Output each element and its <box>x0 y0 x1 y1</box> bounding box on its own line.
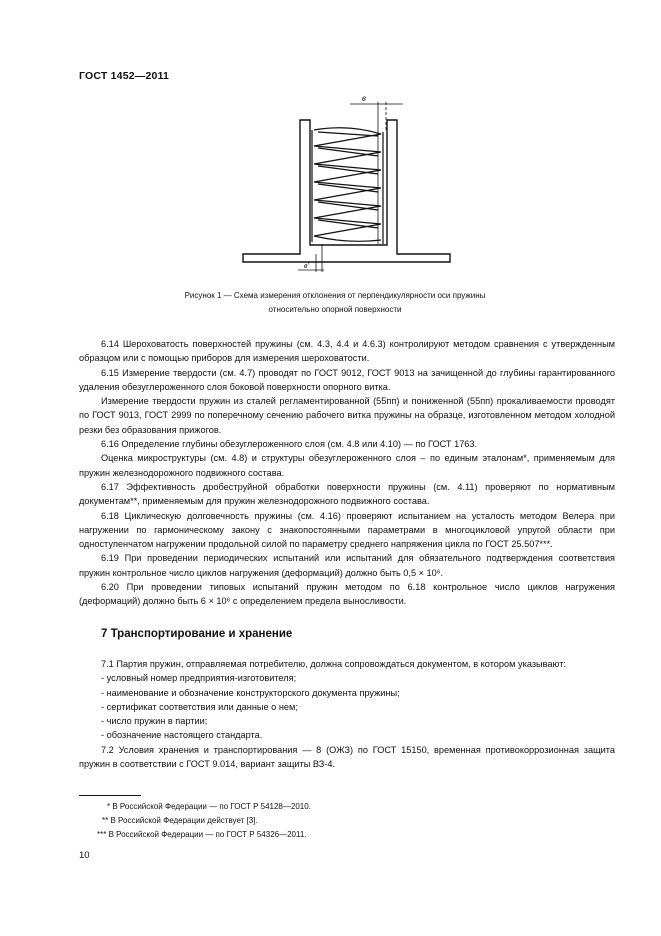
paragraph-7-2: 7.2 Условия хранения и транспортирования — 8 (ОЖЗ) по ГОСТ 15150, временная противокоррозионная защита пружин в соответствии с ГОСТ 9.014, вариант защиты ВЗ-4. <box>79 744 615 770</box>
list-item: - наименование и обозначение конструкторского документа пружины; <box>101 687 400 698</box>
list-item: - условный номер предприятия-изготовителя; <box>101 673 297 684</box>
paragraph-6-17: 6.17 Эффективность дробеструйной обработки поверхности пружины (см. 4.11) проверяют по нормативным документам**, применяемым для пружин железнодорожного подвижного состава. <box>79 481 615 507</box>
spring-coils <box>312 128 383 244</box>
figure-caption-line2: относительно опорной поверхности <box>268 305 402 314</box>
paragraph-7-1: 7.1 Партия пружин, отправляемая потребителю, должна сопровождаться документом, в котором указывают: <box>101 659 566 669</box>
section-7-text <box>79 657 615 771</box>
footnotes <box>79 800 311 842</box>
paragraph-6-18: 6.18 Циклическую долговечность пружины (см. 4.16) проверяют испытанием на усталость методом Велера при нагружении по гармоническому закону с знакопостоянными параметрами в многоцикловой упругой области при одноступенчатом нагружении продольной силой по параметру среднего напряжения цикла по ГОСТ 25.507***. <box>79 510 615 550</box>
dimension-label-bottom: в' <box>304 261 310 270</box>
section-7-title: 7 Транспортирование и хранение <box>101 628 293 640</box>
paragraph-6-20: 6.20 При проведении типовых испытаний пружин методом по 6.18 контрольное число циклов нагружения (деформаций) должно быть 6 × 10⁶ с определением предела выносливости. <box>79 582 615 607</box>
document-header: ГОСТ 1452—2011 <box>79 70 170 82</box>
dimension-label-top: в <box>362 94 366 103</box>
footnote: * В Российской Федерации — по ГОСТ Р 54128—2010. <box>107 802 311 811</box>
footnote-divider <box>79 795 141 796</box>
paragraph-6-15: 6.15 Измерение твердости (см. 4.7) проводят по ГОСТ 9012, ГОСТ 9013 на зачищенной до глубины гарантированного удаления обезуглероженного слоя боковой поверхности опорного витка. <box>79 367 615 392</box>
list-item: - число пружин в партии; <box>101 716 208 727</box>
paragraph-6-16: 6.16 Определение глубины обезуглероженного слоя (см. 4.8 или 4.10) — по ГОСТ 1763. <box>101 439 478 450</box>
page-number: 10 <box>79 850 90 861</box>
paragraph-hardness: Измерение твердости пружин из сталей регламентированной (55пп) и пониженной (55пп) прокаливаемости проводят по ГОСТ 9013, ГОСТ 2999 по поперечному сечению рабочего витка пружины на образце, изготовленном методом холодной резки без образования прижогов. <box>79 396 615 435</box>
footnote: ** В Российской Федерации действует [3]. <box>102 816 258 825</box>
spring-measurement-diagram <box>238 94 454 278</box>
paragraph-6-19: 6.19 При проведении периодических испытаний или испытаний для обязательного подтверждения соответствия пружин контрольное число циклов нагружения (деформаций) должно быть 0,5 × 10⁶. <box>79 553 615 578</box>
paragraph-microstructure: Оценка микроструктуры (см. 4.8) и структуры обезуглероженного слоя – по единым эталонам*, применяемым для пружин железнодорожного подвижного состава. <box>79 453 615 478</box>
list-item: - сертификат соответствия или данные о нем; <box>101 701 298 712</box>
section-6-text <box>79 337 615 609</box>
list-item: - обозначение настоящего стандарта. <box>101 730 263 741</box>
paragraph-6-14: 6.14 Шероховатость поверхностей пружины (см. 4.3, 4.4 и 4.6.3) контролируют методом сравнения с утвержденным образцом или с помощью приборов для измерения шероховатости. <box>79 339 615 364</box>
figure-caption-line1: Рисунок 1 — Схема измерения отклонения от перпендикулярности оси пружины <box>184 291 486 300</box>
footnote: *** В Российской Федерации — по ГОСТ Р 54326—2011. <box>97 830 307 839</box>
